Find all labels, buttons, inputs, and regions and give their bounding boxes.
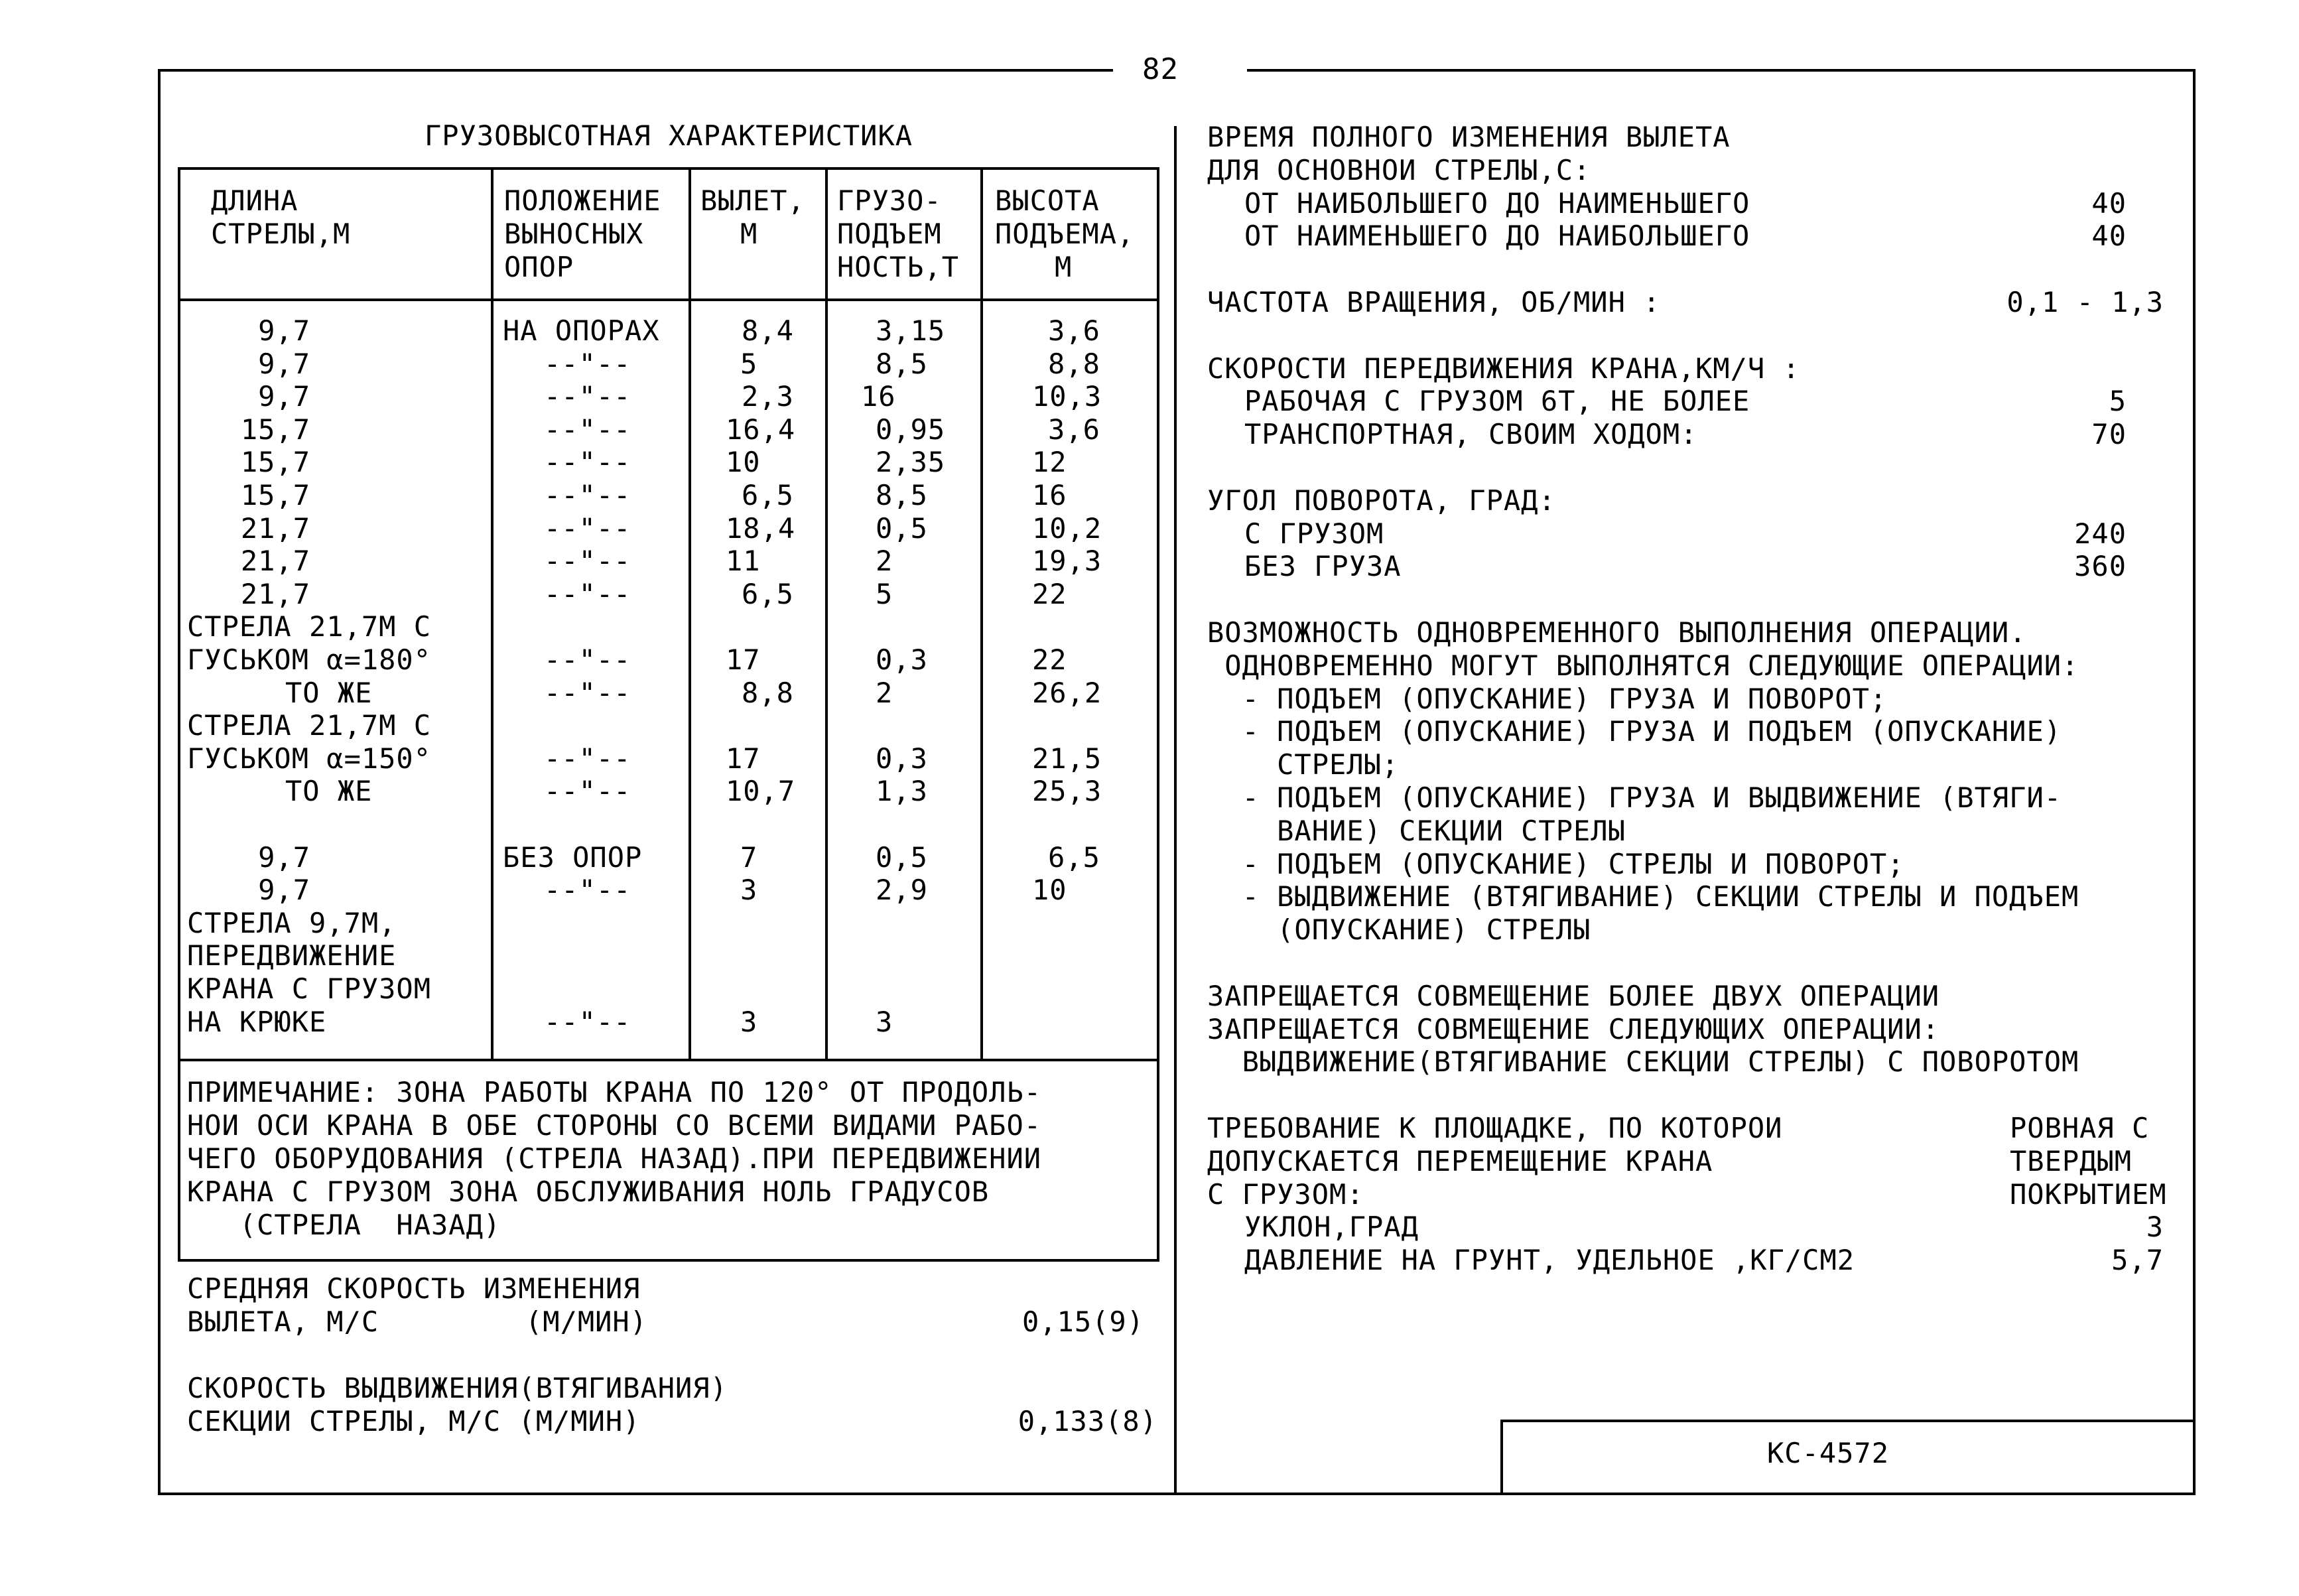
table-border [178, 1259, 1159, 1262]
cell-boom-length: 21,7 [240, 578, 310, 610]
cell-reach: 18,4 [726, 512, 796, 545]
cell-reach: 10,7 [726, 775, 796, 807]
avg-speed-unit: (М/МИН) [525, 1305, 648, 1338]
frame-right [2193, 69, 2196, 1495]
cell-capacity: 3 [876, 1006, 893, 1038]
cell-capacity: 0,5 [876, 841, 928, 874]
avg-speed-label: ВЫЛЕТА, М/С [187, 1305, 379, 1338]
site-requirement-line: С ГРУЗОМ: [1207, 1178, 1364, 1211]
cell-outriggers: --"-- [544, 775, 631, 807]
site-item-value: 5,7 [2111, 1244, 2164, 1276]
cell-reach: 7 [740, 841, 758, 874]
cell-outriggers: --"-- [544, 643, 631, 676]
cell-capacity: 2 [876, 545, 893, 577]
cell-reach: 10 [726, 446, 761, 478]
ext-speed-label: СКОРОСТЬ ВЫДВИЖЕНИЯ(ВТЯГИВАНИЯ) [187, 1372, 728, 1404]
angle-item-label: С ГРУЗОМ [1244, 517, 1384, 550]
cell-lift-height: 22 [1032, 643, 1067, 676]
table-note: (СТРЕЛА НАЗАД) [187, 1209, 501, 1241]
travel-title: СКОРОСТИ ПЕРЕДВИЖЕНИЯ КРАНА,КМ/Ч : [1207, 352, 1800, 385]
time-item-value: 40 [2091, 187, 2127, 220]
time-title: ДЛЯ ОСНОВНОИ СТРЕЛЫ,С: [1207, 154, 1591, 186]
cell-lift-height: 3,6 [1048, 413, 1100, 446]
table-border [178, 167, 180, 1262]
travel-item-value: 5 [2109, 385, 2127, 417]
forbidden-line: ЗАПРЕЩАЕТСЯ СОВМЕЩЕНИЕ БОЛЕЕ ДВУХ ОПЕРАЦИИ [1207, 980, 1940, 1012]
angle-item-value: 240 [2074, 517, 2127, 550]
cell-boom-length: 9,7 [258, 380, 310, 413]
cell-outriggers: БЕЗ ОПОР [503, 841, 643, 874]
site-requirement-line: ДОПУСКАЕТСЯ ПЕРЕМЕЩЕНИЕ КРАНА [1207, 1145, 1713, 1177]
cell-boom-length: СТРЕЛА 9,7М, [187, 907, 397, 939]
forbidden-line: ЗАПРЕЩАЕТСЯ СОВМЕЩЕНИЕ СЛЕДУЮЩИХ ОПЕРАЦИИ: [1207, 1013, 1940, 1045]
time-item-label: ОТ НАИМЕНЬШЕГО ДО НАИБОЛЬШЕГО [1244, 220, 1750, 252]
cell-reach: 5 [740, 348, 758, 380]
cell-outriggers: --"-- [544, 677, 631, 709]
cell-boom-length: ТО ЖЕ [285, 775, 373, 807]
cell-reach: 6,5 [742, 578, 794, 610]
frame-bottom [158, 1493, 2196, 1495]
table-border [178, 167, 1159, 170]
operations-line: ВАНИЕ) СЕКЦИИ СТРЕЛЫ [1207, 815, 1626, 847]
cell-capacity: 2 [876, 677, 893, 709]
cell-lift-height: 26,2 [1032, 677, 1102, 709]
cell-lift-height: 19,3 [1032, 545, 1102, 577]
header-divider [178, 299, 1159, 301]
site-item-label: ДАВЛЕНИЕ НА ГРУНТ, УДЕЛЬНОЕ ,КГ/СМ2 [1244, 1244, 1855, 1276]
cell-outriggers: --"-- [544, 742, 631, 775]
cell-lift-height: 8,8 [1048, 348, 1100, 380]
frame-left [158, 69, 161, 1495]
cell-boom-length: 15,7 [240, 479, 310, 511]
stamp-border [1500, 1420, 1503, 1494]
operations-line: - ПОДЪЕМ (ОПУСКАНИЕ) ГРУЗА И ВЫДВИЖЕНИЕ (ВТЯГИ- [1207, 781, 2062, 814]
header-outriggers: ОПОР [504, 251, 574, 283]
site-item-value: 3 [2146, 1211, 2164, 1243]
table-note: ПРИМЕЧАНИЕ: ЗОНА РАБОТЫ КРАНА ПО 120° ОТ ПРОДОЛЬ- [187, 1076, 1042, 1108]
forbidden-line: ВЫДВИЖЕНИЕ(ВТЯГИВАНИЕ СЕКЦИИ СТРЕЛЫ) С ПОВОРОТОМ [1207, 1045, 2079, 1078]
col-divider [980, 167, 983, 1060]
cell-capacity: 8,5 [876, 348, 928, 380]
cell-lift-height: 10,2 [1032, 512, 1102, 545]
table-note: ЧЕГО ОБОРУДОВАНИЯ (СТРЕЛА НАЗАД).ПРИ ПЕРЕДВИЖЕНИИ [187, 1142, 1042, 1175]
cell-reach: 11 [726, 545, 761, 577]
cell-lift-height: 10,3 [1032, 380, 1102, 413]
ext-speed-label: СЕКЦИИ СТРЕЛЫ, М/С (М/МИН) [187, 1405, 641, 1437]
cell-capacity: 5 [876, 578, 893, 610]
cell-reach: 6,5 [742, 479, 794, 511]
operations-line: - ВЫДВИЖЕНИЕ (ВТЯГИВАНИЕ) СЕКЦИИ СТРЕЛЫ И ПОДЪЕМ [1207, 880, 2079, 913]
operations-line: ВОЗМОЖНОСТЬ ОДНОВРЕМЕННОГО ВЫПОЛНЕНИЯ ОПЕРАЦИИ. [1207, 616, 2027, 649]
cell-outriggers: --"-- [544, 578, 631, 610]
avg-speed-label: СРЕДНЯЯ СКОРОСТЬ ИЗМЕНЕНИЯ [187, 1272, 641, 1305]
angle-item-value: 360 [2074, 550, 2127, 582]
table-title: ГРУЗОВЫСОТНАЯ ХАРАКТЕРИСТИКА [425, 119, 913, 152]
frame-divider [1174, 126, 1177, 1494]
cell-boom-length: 9,7 [258, 348, 310, 380]
time-item-label: ОТ НАИБОЛЬШЕГО ДО НАИМЕНЬШЕГО [1244, 187, 1750, 220]
cell-boom-length: НА КРЮКЕ [187, 1006, 327, 1038]
site-surface-value: ПОКРЫТИЕМ [2010, 1178, 2167, 1211]
cell-capacity: 0,5 [876, 512, 928, 545]
time-title: ВРЕМЯ ПОЛНОГО ИЗМЕНЕНИЯ ВЫЛЕТА [1207, 121, 1731, 153]
operations-line: - ПОДЪЕМ (ОПУСКАНИЕ) ГРУЗА И ПОДЪЕМ (ОПУСКАНИЕ) [1207, 715, 2062, 748]
header-outriggers: ВЫНОСНЫХ [504, 218, 644, 250]
cell-lift-height: 21,5 [1032, 742, 1102, 775]
cell-capacity: 0,95 [876, 413, 946, 446]
cell-boom-length: 15,7 [240, 413, 310, 446]
cell-boom-length: 9,7 [258, 874, 310, 906]
cell-reach: 8,4 [742, 314, 794, 347]
cell-boom-length: ПЕРЕДВИЖЕНИЕ [187, 939, 397, 972]
cell-reach: 8,8 [742, 677, 794, 709]
stamp-border [1500, 1420, 2196, 1422]
header-lift-height: М [1055, 251, 1073, 283]
time-item-value: 40 [2091, 220, 2127, 252]
operations-line: СТРЕЛЫ; [1207, 748, 1400, 781]
note-divider [178, 1059, 1159, 1061]
col-divider [491, 167, 493, 1060]
cell-capacity: 0,3 [876, 643, 928, 676]
col-divider [689, 167, 691, 1060]
operations-line: ОДНОВРЕМЕННО МОГУТ ВЫПОЛНЯТСЯ СЛЕДУЮЩИЕ ОПЕРАЦИИ: [1207, 649, 2079, 682]
rotation-value: 0,1 - 1,3 [2006, 286, 2164, 318]
operations-line: (ОПУСКАНИЕ) СТРЕЛЫ [1207, 913, 1591, 946]
stamp-model: КС-4572 [1767, 1437, 1890, 1469]
cell-lift-height: 10 [1032, 874, 1067, 906]
cell-boom-length: КРАНА С ГРУЗОМ [187, 972, 432, 1005]
cell-outriggers: --"-- [544, 446, 631, 478]
header-boom-length: СТРЕЛЫ,М [211, 218, 351, 250]
cell-reach: 17 [726, 742, 761, 775]
cell-reach: 16,4 [726, 413, 796, 446]
header-capacity: НОСТЬ,Т [837, 251, 960, 283]
header-outriggers: ПОЛОЖЕНИЕ [504, 184, 661, 217]
operations-line: - ПОДЪЕМ (ОПУСКАНИЕ) СТРЕЛЫ И ПОВОРОТ; [1207, 848, 1905, 880]
cell-boom-length: СТРЕЛА 21,7М С [187, 709, 432, 742]
table-note: НОИ ОСИ КРАНА В ОБЕ СТОРОНЫ СО ВСЕМИ ВИДАМИ РАБО- [187, 1109, 1042, 1142]
cell-outriggers: --"-- [544, 874, 631, 906]
cell-capacity: 2,35 [876, 446, 946, 478]
header-lift-height: ВЫСОТА [995, 184, 1100, 217]
site-surface-value: ТВЕРДЫМ [2010, 1145, 2133, 1177]
page-number: 82 [1142, 52, 1179, 86]
travel-item-value: 70 [2091, 418, 2127, 450]
travel-item-label: РАБОЧАЯ С ГРУЗОМ 6Т, НЕ БОЛЕЕ [1244, 385, 1750, 417]
cell-outriggers: НА ОПОРАХ [503, 314, 660, 347]
operations-line: - ПОДЪЕМ (ОПУСКАНИЕ) ГРУЗА И ПОВОРОТ; [1207, 683, 1888, 715]
header-capacity: ПОДЪЕМ [837, 218, 942, 250]
cell-boom-length: 15,7 [240, 446, 310, 478]
cell-boom-length: 9,7 [258, 841, 310, 874]
cell-outriggers: --"-- [544, 1006, 631, 1038]
cell-capacity: 16 [861, 380, 896, 413]
cell-boom-length: ГУСЬКОМ α=180° [187, 643, 432, 676]
site-item-label: УКЛОН,ГРАД [1244, 1211, 1419, 1243]
frame-top-left [158, 69, 1113, 72]
cell-outriggers: --"-- [544, 545, 631, 577]
cell-reach: 17 [726, 643, 761, 676]
cell-capacity: 0,3 [876, 742, 928, 775]
cell-capacity: 8,5 [876, 479, 928, 511]
header-capacity: ГРУЗО- [837, 184, 942, 217]
rotation-label: ЧАСТОТА ВРАЩЕНИЯ, ОБ/МИН : [1207, 286, 1661, 318]
site-requirement-line: ТРЕБОВАНИЕ К ПЛОЩАДКЕ, ПО КОТОРОИ [1207, 1112, 1783, 1144]
avg-speed-value: 0,15(9) [1021, 1305, 1144, 1338]
travel-item-label: ТРАНСПОРТНАЯ, СВОИМ ХОДОМ: [1244, 418, 1698, 450]
cell-reach: 3 [740, 1006, 758, 1038]
cell-lift-height: 25,3 [1032, 775, 1102, 807]
cell-outriggers: --"-- [544, 380, 631, 413]
cell-boom-length: 9,7 [258, 314, 310, 347]
ext-speed-value: 0,133(8) [1018, 1405, 1157, 1437]
frame-top-right [1247, 69, 2196, 72]
header-reach: ВЫЛЕТ, [700, 184, 805, 217]
cell-capacity: 2,9 [876, 874, 928, 906]
cell-lift-height: 12 [1032, 446, 1067, 478]
cell-outriggers: --"-- [544, 512, 631, 545]
cell-boom-length: 21,7 [240, 512, 310, 545]
cell-boom-length: СТРЕЛА 21,7М С [187, 610, 432, 643]
cell-boom-length: ГУСЬКОМ α=150° [187, 742, 432, 775]
col-divider [825, 167, 828, 1060]
cell-outriggers: --"-- [544, 348, 631, 380]
angle-item-label: БЕЗ ГРУЗА [1244, 550, 1402, 582]
cell-lift-height: 22 [1032, 578, 1067, 610]
cell-lift-height: 16 [1032, 479, 1067, 511]
cell-lift-height: 6,5 [1048, 841, 1100, 874]
cell-capacity: 1,3 [876, 775, 928, 807]
table-note: КРАНА С ГРУЗОМ ЗОНА ОБСЛУЖИВАНИЯ НОЛЬ ГРАДУСОВ [187, 1175, 990, 1208]
cell-boom-length: 21,7 [240, 545, 310, 577]
cell-reach: 3 [740, 874, 758, 906]
cell-lift-height: 3,6 [1048, 314, 1100, 347]
cell-reach: 2,3 [742, 380, 794, 413]
cell-capacity: 3,15 [876, 314, 946, 347]
table-border [1157, 167, 1159, 1262]
cell-outriggers: --"-- [544, 479, 631, 511]
angle-title: УГОЛ ПОВОРОТА, ГРАД: [1207, 484, 1556, 517]
header-boom-length: ДЛИНА [211, 184, 298, 217]
site-surface-value: РОВНАЯ С [2010, 1112, 2150, 1144]
header-lift-height: ПОДЪЕМА, [995, 218, 1135, 250]
cell-boom-length: ТО ЖЕ [285, 677, 373, 709]
header-reach: М [740, 218, 758, 250]
cell-outriggers: --"-- [544, 413, 631, 446]
